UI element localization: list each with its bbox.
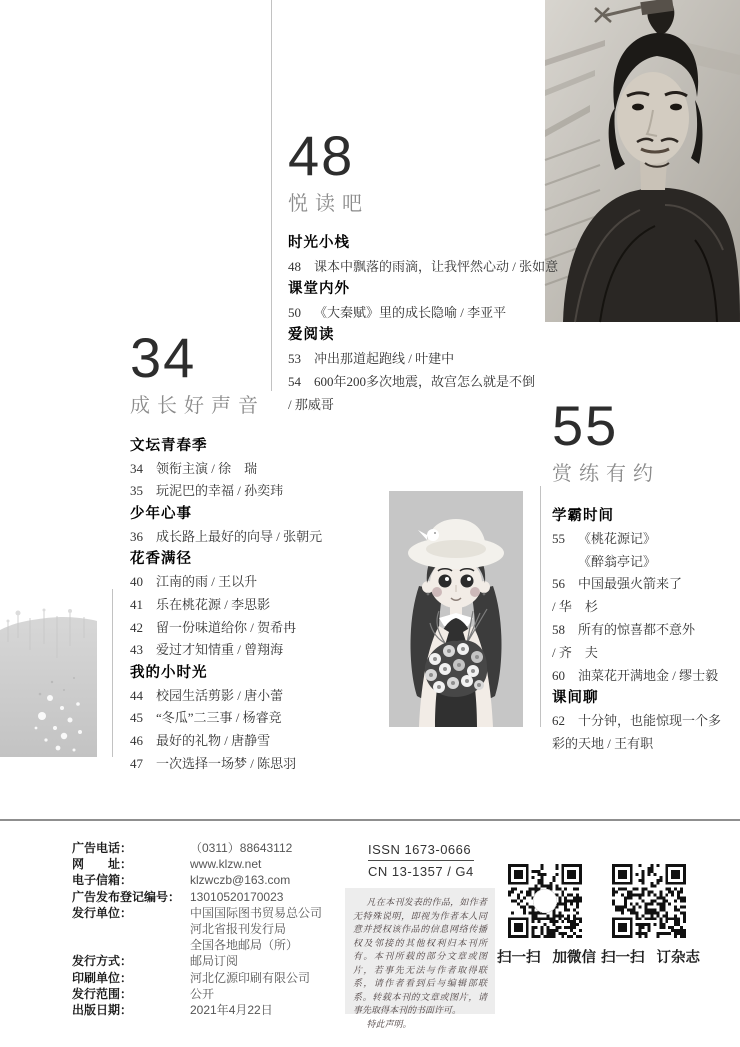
toc-entry-page: 53 [288,351,301,366]
toc-entry-page: 47 [130,755,143,771]
info-value: 河北省报刊发行局 [190,921,287,936]
toc-entry [552,710,734,733]
toc-entry-page: 55 [552,530,565,546]
toc-entry [130,458,290,481]
info-row [72,905,322,921]
toc-entry-title: 最好的礼物 / 唐静雪 [156,732,271,748]
toc-entry-title: 600年200多次地震，故宫怎么就是不倒 [314,374,536,389]
issn-number: ISSN 1673-0666 [368,842,474,861]
info-row [72,872,322,888]
toc-entry-continuation: / 那威哥 [288,397,334,412]
toc-entry [130,480,290,503]
qr-label-action: 加微信 [552,950,596,966]
copyright-notice-text: 凡在本刊发表的作品，如作者无特殊说明，即视为作者本人同意并授权该作品的信息网络传播权及邻接的其他权利归本刊所有。本刊所载的部分文章或图片，若事先无法与作者取得联系，请作者看到后与编辑部联系。转载本刊的文章或图片，请事先取得本刊的书面许可。 [353,897,487,1015]
toc-entry [130,526,323,549]
toc-group-heading: 爱阅读 [288,327,335,343]
qr-label-action: 订杂志 [656,950,700,966]
info-label [72,921,190,937]
toc-entry [552,665,734,688]
copyright-notice-ending: 特此声明。 [366,1018,412,1029]
info-row [72,889,322,905]
decor-illustration [0,608,97,757]
publication-info [72,840,322,1018]
qr-label-wechat [497,946,596,967]
section-48-rows [288,232,559,416]
footer-divider-rule [0,819,740,821]
info-value: 公开 [190,986,215,1001]
info-label [72,937,190,953]
toc-entry [552,573,734,596]
cn-number: CN 13-1357 / G4 [368,864,474,879]
info-label: 广告发布登记编号： [72,889,181,904]
toc-entry [288,301,540,324]
toc-group-heading: 时光小栈 [288,235,350,251]
section-48-page-number: 48 [288,124,355,187]
toc-entry [288,347,540,370]
toc-entry-title: 成长路上最好的向导 / 张朝元 [156,528,323,544]
section-34-title: 成长好声音 [130,395,265,417]
toc-entry-title: “冬瓜”二三事 / 杨睿竞 [156,710,282,726]
qr-label-scan: 扫一扫 [497,950,541,966]
speckled-gray-texture-artwork [0,608,97,757]
toc-entry-title: 十分钟，也能惊现一个多 [578,713,722,729]
info-label: 发行范围： [72,986,133,1001]
toc-entry-page: 54 [288,374,301,389]
info-row [72,986,322,1002]
toc-group-heading: 课间聊 [552,690,599,707]
toc-entry-page: 40 [130,574,143,590]
toc-entry-title: 冲出那道起跑线 / 叶建中 [314,351,455,366]
qr-label-subscribe [601,946,700,967]
toc-entry [552,528,734,551]
toc-entry-title: 玩泥巴的幸福 / 孙奕玮 [156,483,284,499]
toc-entry-title: 乐在桃花源 / 李思影 [156,596,271,612]
toc-group-heading: 课堂内外 [288,281,350,297]
toc-entry-page: 42 [130,619,143,635]
toc-group-heading: 文坛青春季 [130,438,208,454]
toc-entry-page: 50 [288,305,301,320]
info-value: 全国各地邮局（所） [190,938,299,953]
ancient-costume-man-photo [545,0,740,322]
toc-entry-page: 36 [130,528,143,544]
toc-group-heading: 少年心事 [130,506,192,523]
info-value: 2021年4月22日 [190,1002,273,1017]
info-label: 出版日期： [72,1002,133,1017]
toc-entry-title: 留一份味道给你 / 贺希冉 [156,619,297,635]
toc-entry-page: 62 [552,713,565,729]
info-label: 网 址： [72,857,133,872]
toc-entry-title: 中国最强火箭来了 [578,576,683,592]
section-34-page-number: 34 [130,326,197,389]
toc-entry-title: 江南的雨 / 王以升 [156,574,258,590]
info-row [72,937,322,953]
column-divider-girl [540,486,541,727]
toc-entry-title: 一次选择一场梦 / 陈思羽 [156,755,297,771]
info-value: www.klzw.net [190,857,262,872]
toc-entry [130,685,290,708]
toc-entry-page: 48 [288,259,301,274]
toc-entry-title: 油菜花开满地金 / 缪士毅 [578,667,719,683]
info-row [72,970,322,986]
info-row [72,856,322,872]
info-value: 邮局订阅 [190,954,239,969]
toc-group-heading: 学霸时间 [552,508,614,524]
info-label: 发行单位： [72,905,133,920]
toc-entry-title: 爱过才知情重 / 曾翔海 [156,642,284,658]
info-value: （0311）88643112 [190,841,293,855]
info-value: 中国国际图书贸易总公司 [190,905,323,920]
section-48 [288,124,559,416]
section-55 [552,394,734,756]
toc-entry [288,255,559,278]
qr-label-scan: 扫一扫 [601,950,645,966]
toc-entry-continuation: / 华 杉 [552,599,598,615]
section-55-title: 赏练有约 [552,463,660,485]
toc-entry-title: 校园生活剪影 / 唐小蕾 [156,687,284,703]
subscribe-qr-code [612,864,686,938]
wechat-qr-code [508,864,582,938]
toc-entry [130,639,290,662]
toc-entry [130,571,290,594]
copyright-notice [345,888,495,1029]
toc-entry [130,730,290,753]
toc-entry-page: 45 [130,710,143,726]
info-row [72,953,322,969]
toc-entry-continuation: 《醉翁亭记》 [578,553,657,569]
toc-entry-title: 《桃花源记》 [578,530,657,546]
toc-entry-title: 领衔主演 / 徐 瑞 [156,460,258,476]
toc-entry-page: 56 [552,576,565,592]
toc-entry-page: 60 [552,667,565,683]
issn-block [368,842,474,879]
toc-entry-page: 35 [130,483,143,499]
toc-entry-page: 41 [130,596,143,612]
toc-entry [130,617,297,640]
info-label: 发行方式： [72,954,133,969]
girl-with-flower-bouquet-illustration [389,491,523,727]
toc-entry [130,594,290,617]
info-row [72,840,322,856]
info-label: 广告电话： [72,841,133,855]
toc-entry-title: 所有的惊喜都不意外 [578,621,696,637]
section-48-title: 悦读吧 [288,193,369,215]
info-row [72,1002,322,1018]
toc-entry [288,370,540,393]
toc-entry-page: 44 [130,687,143,703]
toc-entry [130,753,297,776]
info-value: 河北亿源印刷有限公司 [190,970,311,985]
toc-entry-page: 46 [130,732,143,748]
toc-group-heading: 花香满径 [130,551,192,568]
info-label: 电子信箱： [72,873,133,888]
toc-entry-page: 34 [130,460,143,476]
qr-group-wechat [497,864,596,967]
toc-entry [130,707,290,730]
toc-entry-continuation: 彩的天地 / 王有职 [552,735,654,751]
toc-entry [552,619,734,642]
section-55-page-number: 55 [552,394,619,457]
info-label: 印刷单位： [72,970,133,985]
toc-entry-title: 课本中飘落的雨滴，让我怦然心动 / 张如意 [314,259,559,274]
portrait-illustration [545,0,740,322]
info-row [72,921,322,937]
section-55-rows [552,505,734,756]
column-divider-left [112,589,113,757]
toc-entry-page: 58 [552,621,565,637]
toc-entry-page: 43 [130,642,143,658]
qr-group-subscribe [601,864,700,967]
girl-illustration [389,491,523,727]
info-value: klzwczb@163.com [190,873,291,888]
toc-entry-title: 《大秦赋》里的成长隐喻 / 李亚平 [314,305,507,320]
toc-group-heading: 我的小时光 [130,664,208,681]
info-value: 13010520170023 [190,889,284,904]
section-34-rows [130,435,323,775]
toc-entry-continuation: / 齐 夫 [552,644,598,660]
